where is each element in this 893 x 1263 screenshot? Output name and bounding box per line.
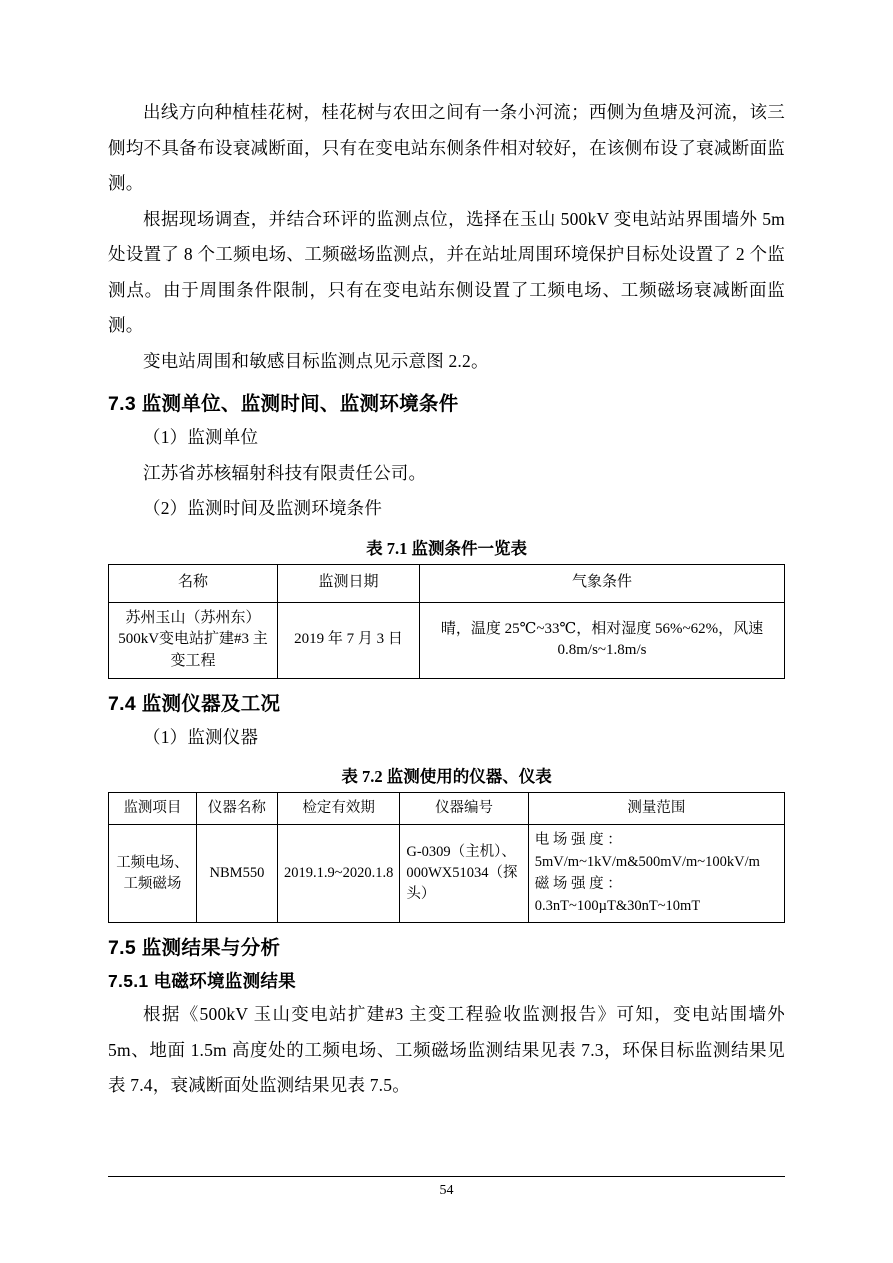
- paragraph-monitoring-unit-label: （1）监测单位: [143, 427, 259, 448]
- table-72-cell-item: 工频电场、工频磁场: [109, 825, 197, 923]
- table-72-cell-valid: 2019.1.9~2020.1.8: [277, 825, 399, 923]
- heading-7-5: 7.5 监测结果与分析: [108, 937, 281, 960]
- paragraph-1: 出线方向种植桂花树，桂花树与农田之间有一条小河流；西侧为鱼塘及河流，该三侧均不具备布设衰减断面，只有在变电站东侧条件相对较好，在该侧布设了衰减断面监测。: [108, 102, 785, 194]
- table-72: [108, 792, 785, 923]
- table-row: [109, 602, 785, 678]
- heading-7-4: 7.4 监测仪器及工况: [108, 692, 281, 715]
- page-number: 54: [439, 1183, 454, 1198]
- heading-7-3: 7.3 监测单位、监测时间、监测环境条件: [108, 393, 459, 416]
- page-footer: [108, 1176, 785, 1199]
- table-72-header-valid: 检定有效期: [277, 793, 399, 825]
- range-magnetic-value: 0.3nT~100µT&30nT~10mT: [534, 897, 701, 914]
- table-71-cell-weather: 晴，温度 25℃~33℃，相对湿度 56%~62%，风速 0.8m/s~1.8m/s: [419, 602, 784, 678]
- table-72-header-item: 监测项目: [109, 793, 197, 825]
- paragraph-monitoring-time-label: （2）监测时间及监测环境条件: [143, 498, 383, 519]
- table-72-header-range: 测量范围: [528, 793, 784, 825]
- range-electric-label: 电 场 强 度 ：: [534, 832, 622, 849]
- table-72-caption: 表 7.2 监测使用的仪器、仪表: [341, 767, 552, 787]
- table-71-header-date: 监测日期: [278, 564, 420, 602]
- table-71-caption: 表 7.1 监测条件一览表: [366, 538, 527, 558]
- table-71-cell-name: 苏州玉山（苏州东）500kV变电站扩建#3 主变工程: [109, 602, 278, 678]
- table-row: [109, 825, 785, 923]
- table-row: [109, 564, 785, 602]
- table-71-cell-date: 2019 年 7 月 3 日: [278, 602, 420, 678]
- table-72-header-instrument: 仪器名称: [196, 793, 277, 825]
- range-magnetic-label: 磁 场 强 度 ：: [534, 875, 622, 892]
- paragraph-3: 变电站周围和敏感目标监测点见示意图 2.2。: [143, 350, 489, 371]
- paragraph-instrument-label: （1）监测仪器: [143, 726, 259, 747]
- table-72-cell-instrument: NBM550: [196, 825, 277, 923]
- table-72-header-serial: 仪器编号: [400, 793, 528, 825]
- table-71: [108, 564, 785, 679]
- table-row: [109, 793, 785, 825]
- table-71-header-name: 名称: [109, 564, 278, 602]
- table-72-cell-range: [528, 825, 784, 923]
- table-71-header-weather: 气象条件: [419, 564, 784, 602]
- heading-7-5-1: 7.5.1 电磁环境监测结果: [108, 971, 296, 992]
- paragraph-monitoring-unit-name: 江苏省苏核辐射科技有限责任公司。: [143, 462, 427, 483]
- paragraph-2: 根据现场调查，并结合环评的监测点位，选择在玉山 500kV 变电站站界围墙外 5m 处设置了 8 个工频电场、工频磁场监测点，并在站址周围环境保护目标处设置了 2 个监测点。由于周围条件限制，只有在变电站东侧设置了工频电场、工频磁场衰减断面监测。: [108, 208, 785, 336]
- range-electric-value: 5mV/m~1kV/m&500mV/m~100kV/m: [534, 854, 760, 871]
- paragraph-6: 根据《500kV 玉山变电站扩建#3 主变工程验收监测报告》可知，变电站围墙外 5m、地面 1.5m 高度处的工频电场、工频磁场监测结果见表 7.3，环保目标监测结果见表 7.4，衰减断面处监测结果见表 7.5。: [108, 1004, 785, 1096]
- table-72-cell-serial: G-0309（主机）、000WX51034（探头）: [400, 825, 528, 923]
